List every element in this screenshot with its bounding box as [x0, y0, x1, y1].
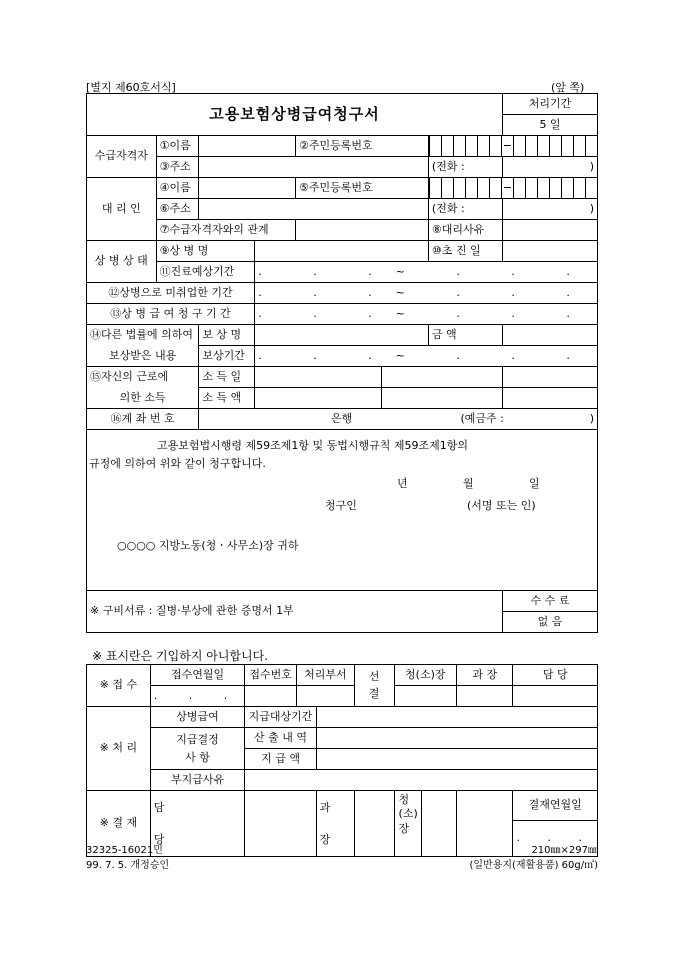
day-label: 일 [529, 477, 540, 490]
approval-manager-a: 과 [319, 801, 331, 814]
own-work-label-2: 의한 소득 [87, 388, 199, 409]
income-date-cell-3[interactable] [503, 367, 598, 388]
form-number: [별지 제60호서식] [86, 81, 176, 94]
recipient-address-field[interactable] [199, 157, 429, 178]
income-amount-cell-2[interactable] [381, 388, 502, 409]
statement-cell [87, 430, 598, 591]
form-code: 32325-16021민 [86, 845, 163, 856]
reception-seon-gyeol: 선 결 [354, 665, 394, 707]
pay-period-label: 지급대상기간 [245, 707, 317, 728]
amount-label: 금 액 [428, 325, 502, 346]
reception-staff-field[interactable] [513, 686, 598, 707]
income-amount-cell-1[interactable] [255, 388, 381, 409]
first-visit-field[interactable] [503, 241, 598, 262]
approval-manager-b: 장 [319, 832, 331, 846]
compensation-period-field[interactable]: . . .~ . . . [255, 346, 598, 367]
treatment-period-field[interactable]: . . .~ . . . [255, 262, 598, 283]
signature-label[interactable]: (서명 또는 인) [467, 499, 536, 512]
other-law-label-1: ⑭다른 법률에 의하여 [87, 325, 199, 346]
account-field[interactable] [199, 409, 598, 430]
reception-date-field[interactable]: . . . [150, 686, 244, 707]
approval-chief-field[interactable] [457, 791, 513, 857]
refusal-label: 부지급사유 [150, 770, 244, 791]
compensation-name-field[interactable] [255, 325, 429, 346]
approval-date-field[interactable]: . . . [513, 821, 598, 857]
approval-date-label: 결재연월일 [513, 791, 598, 821]
decision-label-2: 사 항 [185, 750, 210, 764]
agent-name-label: ④이름 [156, 178, 199, 199]
agent-phone-label: (전화 : [428, 199, 502, 220]
approval-manager-field[interactable] [354, 791, 394, 857]
reception-number-field[interactable] [245, 686, 297, 707]
agent-label: 대 리 인 [87, 178, 157, 241]
approval-chief-c: 장 [398, 821, 410, 835]
other-law-label-2: 보상받은 내용 [87, 346, 199, 367]
agent-reason-label: ⑧대리사유 [428, 220, 502, 241]
recipient-label: 수급자격자 [87, 136, 157, 178]
recipient-rrn-field[interactable] [428, 136, 597, 157]
reception-staff-label: 담 당 [513, 665, 598, 686]
month-label: 월 [463, 477, 474, 490]
illness-name-field[interactable] [255, 241, 429, 262]
holder-close: ) [589, 411, 594, 425]
form-title: 고용보험상병급여청구서 [87, 94, 503, 136]
approval-staff-field[interactable] [245, 791, 317, 857]
agent-phone-close: ) [589, 201, 594, 215]
reception-chief-label: 청(소)장 [394, 665, 457, 686]
income-date-cell-2[interactable] [381, 367, 502, 388]
reception-manager-label: 과 장 [457, 665, 513, 686]
agent-phone-field[interactable] [503, 199, 598, 220]
statement-line-2: 규정에 의하여 위와 같이 청구합니다. [89, 457, 266, 470]
processing-value: 5 일 [503, 115, 598, 136]
recipient-phone-field[interactable] [503, 157, 598, 178]
pay-amount-label: 지 급 액 [245, 749, 317, 770]
agent-address-label: ⑥주소 [156, 199, 199, 220]
treatment-period-label: ⑪진료예상기간 [156, 262, 254, 283]
statement-line-1: 고용보험법시행령 제59조제1항 및 동법시행규칙 제59조제1항의 [157, 439, 468, 452]
decision-cell [150, 728, 244, 770]
benefit-label: 상병급여 [150, 707, 244, 728]
illness-label: 상 병 상 태 [87, 241, 157, 283]
own-work-label-1: ⑮자신의 근로에 [87, 367, 199, 388]
page-side: (앞 쪽) [551, 81, 585, 94]
reception-dept-field[interactable] [297, 686, 355, 707]
recipient-phone-close: ) [589, 159, 594, 173]
agent-relation-field[interactable] [295, 220, 428, 241]
reception-chief-field[interactable] [394, 686, 457, 707]
fee-label: 수 수 료 [503, 591, 598, 612]
income-amount-label: 소 득 액 [199, 388, 255, 409]
agent-rrn-field[interactable] [428, 178, 597, 199]
recipient-phone-label: (전화 : [428, 157, 502, 178]
pay-period-field[interactable] [316, 707, 597, 728]
processing-section-label: ※ 처 리 [87, 707, 151, 791]
illness-name-label: ⑨상 병 명 [156, 241, 254, 262]
approval-staff-b: 당 [153, 832, 165, 846]
compensation-period-label: 보상기간 [199, 346, 255, 367]
compensation-name-label: 보 상 명 [199, 325, 255, 346]
decision-label-1: 지급결정 [176, 732, 219, 746]
year-label: 년 [397, 477, 408, 490]
office-use-table [86, 664, 598, 857]
approval-chief-b: (소) [398, 807, 418, 821]
approval-label: ※ 결 재 [87, 791, 151, 857]
approval-staff [150, 791, 244, 857]
recipient-name-label: ①이름 [156, 136, 199, 157]
fee-value: 없 음 [503, 612, 598, 633]
approval-date-note: 99. 7. 5. 개정승인 [86, 860, 170, 871]
claim-form-table [86, 93, 598, 633]
first-visit-label: ⑩초 진 일 [428, 241, 502, 262]
calc-label: 산 출 내 역 [245, 728, 317, 749]
account-label: ⑯계 좌 번 호 [87, 409, 199, 430]
approval-staff-a: 담 [153, 801, 165, 814]
recipient-rrn-label: ②주민등록번호 [295, 136, 428, 157]
income-date-cell-1[interactable] [255, 367, 381, 388]
bank-label: 은행 [331, 411, 353, 425]
income-amount-cell-3[interactable] [503, 388, 598, 409]
approval-manager [316, 791, 354, 857]
processing-label: 처리기간 [503, 94, 598, 115]
addressee: ○○○○ 지방노동(청ㆍ사무소)장 귀하 [117, 539, 299, 552]
reception-date-label: 접수연월일 [150, 665, 244, 686]
claim-period-field[interactable]: . . .~ . . . [255, 304, 598, 325]
unemployed-period-field[interactable]: . . .~ . . . [255, 283, 598, 304]
holder-label: (예금주 : [460, 411, 504, 425]
agent-name-field[interactable] [199, 178, 296, 199]
recipient-address-label: ③주소 [156, 157, 199, 178]
reception-number-label: 접수번호 [245, 665, 297, 686]
approval-chief-a: 청 [398, 793, 410, 806]
paper-type: (일반용지(재활용품) 60g/㎡) [469, 860, 598, 871]
required-documents: ※ 구비서류 : 질병·부상에 관한 증명서 1부 [87, 591, 503, 633]
pay-amount-field[interactable] [316, 749, 597, 770]
amount-field[interactable] [503, 325, 598, 346]
income-date-label: 소 득 일 [199, 367, 255, 388]
paper-size: 210㎜×297㎜ [531, 845, 598, 856]
unemployed-period-label: ⑫상병으로 미취업한 기간 [87, 283, 255, 304]
agent-rrn-label: ⑤주민등록번호 [295, 178, 428, 199]
claim-period-label: ⑬상 병 급 여 청 구 기 간 [87, 304, 255, 325]
recipient-name-field[interactable] [199, 136, 296, 157]
reception-label: ※ 접 수 [87, 665, 151, 707]
agent-address-field[interactable] [199, 199, 429, 220]
agent-relation-label: ⑦수급자격자와의 관계 [156, 220, 295, 241]
office-use-notice: ※ 표시란은 기입하지 아니합니다. [92, 649, 269, 663]
calc-field[interactable] [316, 728, 597, 749]
agent-reason-field[interactable] [503, 220, 598, 241]
approval-chief [394, 791, 457, 857]
refusal-field[interactable] [245, 770, 598, 791]
reception-dept-label: 처리부서 [297, 665, 355, 686]
reception-manager-field[interactable] [457, 686, 513, 707]
claimant-label: 청구인 [325, 499, 357, 512]
